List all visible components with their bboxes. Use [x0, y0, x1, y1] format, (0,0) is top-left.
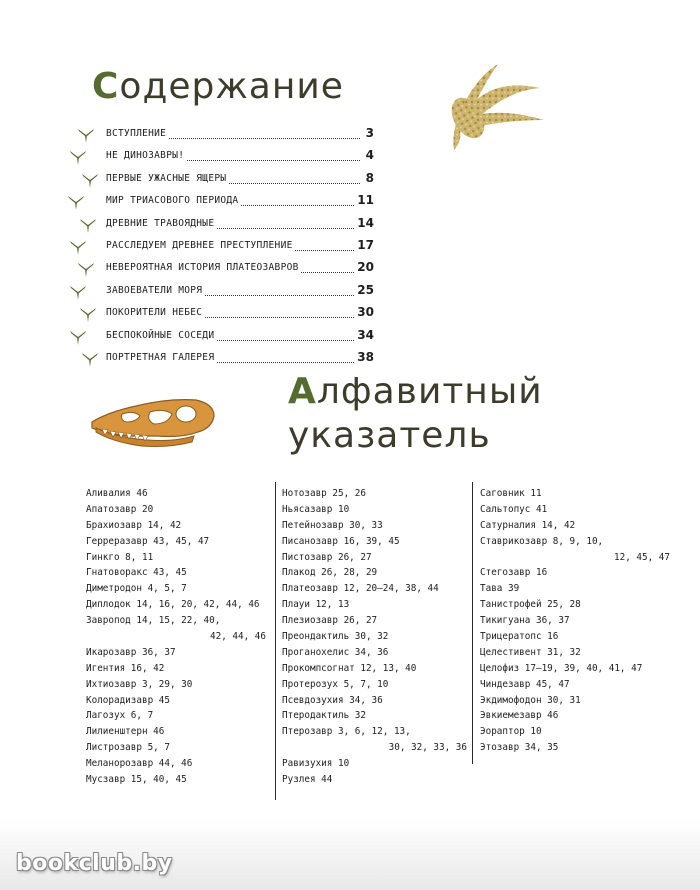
- index-entry: Меланорозавр 44, 46: [86, 758, 193, 770]
- toc-item[interactable]: [66, 124, 376, 146]
- index-entry: Сатурналия 14, 42: [480, 519, 576, 531]
- leaf-footprint-icon: [80, 171, 100, 189]
- toc-item[interactable]: [66, 281, 376, 303]
- index-entry: Чиндезавр 45, 47: [480, 678, 570, 690]
- toc-item-page: 4: [365, 148, 374, 163]
- toc-item-label: НЕВЕРОЯТНАЯ ИСТОРИЯ ПЛАТЕОЗАВРОВ: [106, 262, 299, 274]
- toc-item-label: НЕ ДИНОЗАВРЫ!: [106, 150, 185, 162]
- leaf-footprint-icon: [68, 148, 88, 166]
- toc-item[interactable]: [66, 169, 376, 191]
- column-divider: [275, 482, 276, 800]
- index-entry: Герреразавр 43, 45, 47: [86, 535, 210, 547]
- toc-item-label: ПОКОРИТЕЛИ НЕБЕС: [106, 307, 203, 319]
- toc-heading-rest: одержание: [119, 66, 344, 107]
- toc-item[interactable]: [66, 326, 376, 348]
- index-entry: Ихтиозавр 3, 29, 30: [86, 678, 193, 690]
- index-entry: Экдимофодон 30, 31: [480, 694, 581, 706]
- toc-item-label: ВСТУПЛЕНИЕ: [106, 128, 167, 139]
- toc-item-page: 25: [357, 282, 374, 297]
- index-entry: Саговник 11: [480, 488, 542, 499]
- index-entry: Плезиозавр 26, 27: [282, 615, 378, 627]
- index-entry: Гинкго 8, 11: [86, 551, 154, 563]
- index-heading-initial: А: [288, 371, 317, 412]
- index-entry: Ставрикозавр 8, 9, 10,: [480, 535, 604, 547]
- toc-item-label: БЕСПОКОЙНЫЕ СОСЕДИ: [106, 329, 215, 341]
- index-entry: Завропод 14, 15, 22, 40,: [86, 615, 221, 627]
- index-entry: Гнатоворакс 43, 45: [86, 567, 187, 579]
- toc-item[interactable]: [66, 214, 376, 236]
- index-entry: Стегозавр 16: [480, 567, 548, 579]
- index-entry: Рузлея 44: [282, 774, 333, 786]
- index-entry: Пистозавр 26, 27: [282, 551, 372, 563]
- index-entry: Икарозавр 36, 37: [86, 646, 176, 658]
- toc-item-page: 14: [357, 215, 374, 230]
- toc-item-label: РАССЛЕДУЕМ ДРЕВНЕЕ ПРЕСТУПЛЕНИЕ: [106, 239, 293, 251]
- toc-item-page: 3: [365, 126, 374, 140]
- leaf-footprint-icon: [68, 238, 88, 256]
- index-entry: Прокомпсогнат 12, 13, 40: [282, 662, 417, 674]
- index-entry: Плакод 26, 28, 29: [282, 567, 378, 579]
- index-entry: Псевдозухия 34, 36: [282, 694, 383, 706]
- index-entry: Танистрофей 25, 28: [480, 599, 581, 611]
- watermark-text: bookclub.by: [16, 851, 173, 876]
- toc-item-page: 20: [357, 260, 374, 275]
- leaf-footprint-icon: [78, 216, 98, 234]
- index-entry: Эвкиемезавр 46: [480, 710, 559, 722]
- index-entry: Брахиозавр 14, 42: [86, 519, 182, 531]
- toc-item[interactable]: [66, 303, 376, 325]
- index-entry: Сальтопус 41: [480, 503, 548, 515]
- index-column-1: [86, 486, 266, 788]
- index-entry: Трицератопс 16: [480, 631, 559, 643]
- toc-item[interactable]: [66, 258, 376, 280]
- index-entry: Петейнозавр 30, 33: [282, 519, 383, 531]
- index-entry: Протерозух 5, 7, 10: [282, 678, 389, 690]
- toc-heading-initial: С: [92, 66, 120, 107]
- toc-item-label: ДРЕВНИЕ ТРАВОЯДНЫЕ: [106, 217, 215, 229]
- index-entry: Целофиз 17–19, 39, 40, 41, 47: [480, 662, 643, 674]
- index-entry: Этозавр 34, 35: [480, 742, 559, 754]
- index-entry: Аливалия 46: [86, 488, 148, 499]
- index-entry: Проганохелис 34, 36: [282, 646, 389, 658]
- dinosaur-footprint-icon: [440, 58, 550, 150]
- toc-item-label: ПОРТРЕТНАЯ ГАЛЕРЕЯ: [106, 351, 215, 363]
- index-entry: Писанозавр 16, 39, 45: [282, 535, 400, 547]
- toc-item-label: ПЕРВЫЕ УЖАСНЫЕ ЯЩЕРЫ: [106, 172, 227, 184]
- toc-item[interactable]: [66, 348, 376, 370]
- leaf-footprint-icon: [80, 350, 100, 368]
- index-entry: Тава 39: [480, 583, 520, 595]
- leaf-footprint-icon: [68, 283, 88, 301]
- index-entry: Целестивент 31, 32: [480, 646, 581, 658]
- footer-band: [0, 820, 700, 890]
- toc-item-page: 17: [357, 237, 374, 252]
- toc-item[interactable]: [66, 236, 376, 258]
- toc-item-label: МИР ТРИАСОВОГО ПЕРИОДА: [106, 195, 239, 207]
- index-entry: Листрозавр 5, 7: [86, 742, 170, 754]
- leaf-footprint-icon: [78, 305, 98, 323]
- leaf-footprint-icon: [76, 260, 96, 278]
- table-of-contents: [66, 124, 376, 370]
- toc-item-page: 34: [357, 327, 374, 342]
- index-entry: Мусзавр 15, 40, 45: [86, 774, 187, 786]
- index-entry: Игентия 16, 42: [86, 662, 165, 674]
- toc-item[interactable]: [66, 191, 376, 213]
- index-entry: Птерозавр 3, 6, 12, 13,: [282, 726, 411, 738]
- index-entry: Тикигуана 36, 37: [480, 615, 570, 627]
- index-heading-line2: указатель: [288, 415, 491, 456]
- toc-item[interactable]: [66, 146, 376, 168]
- index-entry-continuation: 42, 44, 46: [210, 631, 266, 643]
- leaf-footprint-icon: [66, 193, 86, 211]
- index-heading-line1: [288, 370, 618, 414]
- index-entry: Эораптор 10: [480, 726, 542, 738]
- index-heading-rest: лфавитный: [316, 371, 543, 412]
- index-entry: Преондактиль 30, 32: [282, 631, 389, 643]
- index-entry: Лагозух 6, 7: [86, 710, 154, 722]
- index-entry: Плауи 12, 13: [282, 599, 350, 611]
- leaf-footprint-icon: [76, 126, 96, 144]
- toc-item-label: ЗАВОЕВАТЕЛИ МОРЯ: [106, 284, 203, 296]
- toc-item-page: 8: [365, 170, 374, 185]
- toc-heading: [92, 66, 344, 107]
- index-entry: Ньясазавр 10: [282, 503, 350, 515]
- index-entry: Диплодок 14, 16, 20, 42, 44, 46: [86, 599, 260, 611]
- index-column-2: [282, 486, 467, 788]
- index-entry: Нотозавр 25, 26: [282, 488, 366, 499]
- index-entry: Диметродон 4, 5, 7: [86, 583, 187, 595]
- index-entry-continuation: 12, 45, 47: [614, 551, 670, 563]
- column-divider: [472, 482, 473, 764]
- index-entry: Апатозавр 20: [86, 503, 154, 515]
- index-entry: Платеозавр 12, 20–24, 38, 44: [282, 583, 439, 595]
- index-entry: Лилиенштерн 46: [86, 726, 165, 738]
- index-column-3: [480, 486, 670, 756]
- index-entry: Колорадизавр 45: [86, 694, 170, 706]
- dinosaur-skull-illustration: [88, 392, 218, 450]
- index-entry: Равизухия 10: [282, 758, 350, 770]
- toc-item-page: 30: [357, 305, 374, 320]
- toc-item-page: 38: [357, 349, 374, 364]
- index-heading: [288, 370, 618, 458]
- index-entry-continuation: 30, 32, 33, 36: [388, 742, 467, 754]
- index-entry: Птеродактиль 32: [282, 710, 366, 722]
- leaf-footprint-icon: [68, 328, 88, 346]
- toc-item-page: 11: [357, 193, 374, 208]
